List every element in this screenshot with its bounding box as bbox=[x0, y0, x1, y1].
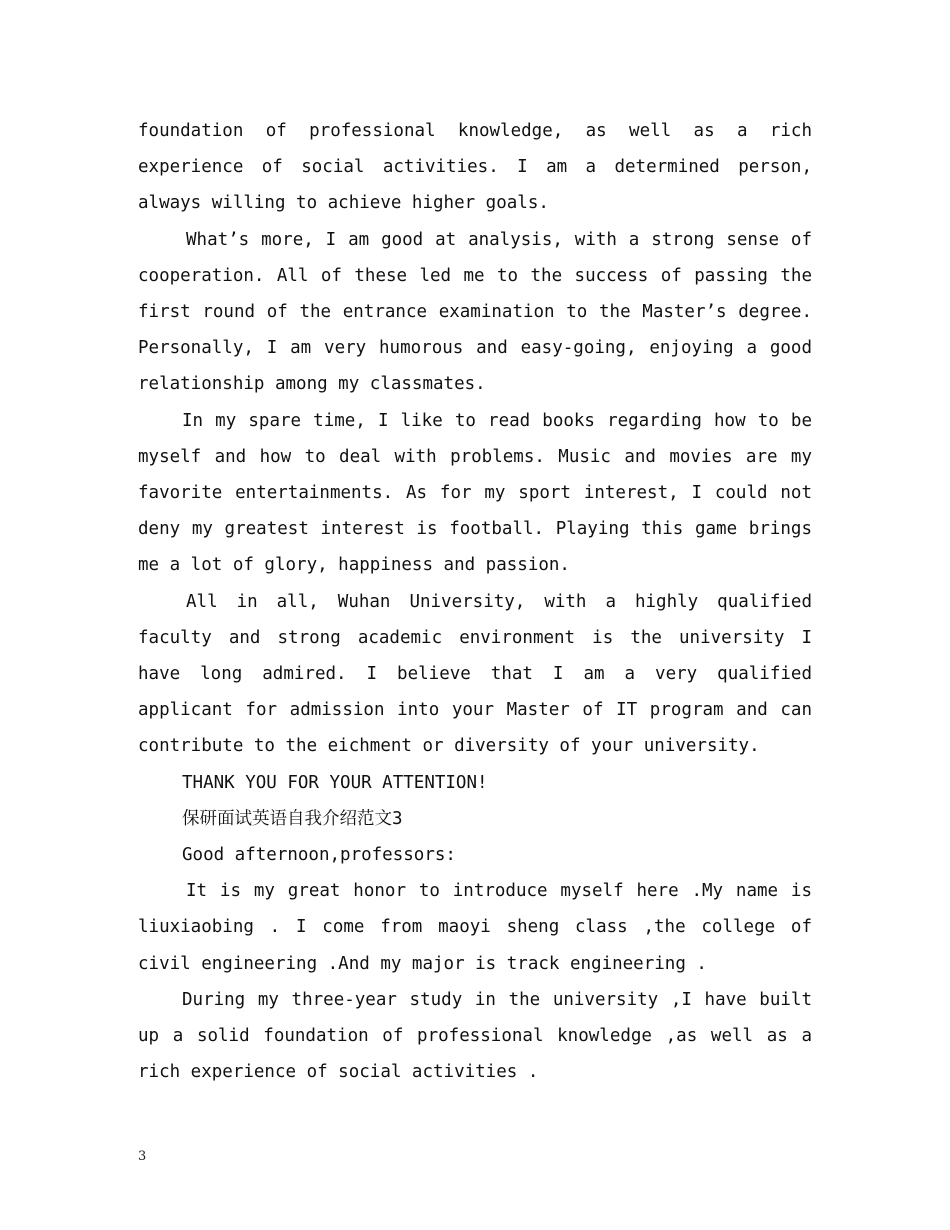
paragraph-strengths: What’s more, I am good at analysis, with a strong sense of cooperation. All of these led me to the success of passing the first round of the entrance examination to the Master’s degree. Personally, I am very humorous and easy-going, enjoying a good relationship among my classmates. bbox=[138, 229, 812, 395]
paragraph-study: During my three-year study in the university ,I have built up a solid foundation of professional knowledge ,as well as a rich experience of social activities . bbox=[138, 989, 812, 1083]
paragraph-conclusion: All in all, Wuhan University, with a highly qualified faculty and strong academic environment is the university I have long admired. I believe that I am a very qualified applicant for admission into your Master of IT program and can contribute to the eichment or diversity of your university. bbox=[138, 591, 812, 757]
paragraph-spare-time: In my spare time, I like to read books regarding how to be myself and how to deal with problems. Music and movies are my favorite entertainments. As for my sport interest, I could not deny my greatest interest is football. Playing this game brings me a lot of glory, happiness and passion. bbox=[138, 410, 812, 576]
paragraph-introduction: It is my great honor to introduce myself here .My name is liuxiaobing . I come from maoyi sheng class ,the college of civil engineering .And my major is track engineering . bbox=[138, 881, 812, 974]
section-heading: 保研面试英语自我介绍范文3 bbox=[182, 808, 403, 829]
body-text bbox=[138, 113, 812, 1090]
page-number: 3 bbox=[138, 1149, 147, 1164]
thank-you-line: THANK YOU FOR YOUR ATTENTION! bbox=[182, 772, 488, 793]
greeting-line: Good afternoon,professors: bbox=[182, 845, 456, 866]
paragraph-continuation: foundation of professional knowledge, as well as a rich experience of social activities. I am a determined person, always willing to achieve higher goals. bbox=[138, 121, 812, 214]
